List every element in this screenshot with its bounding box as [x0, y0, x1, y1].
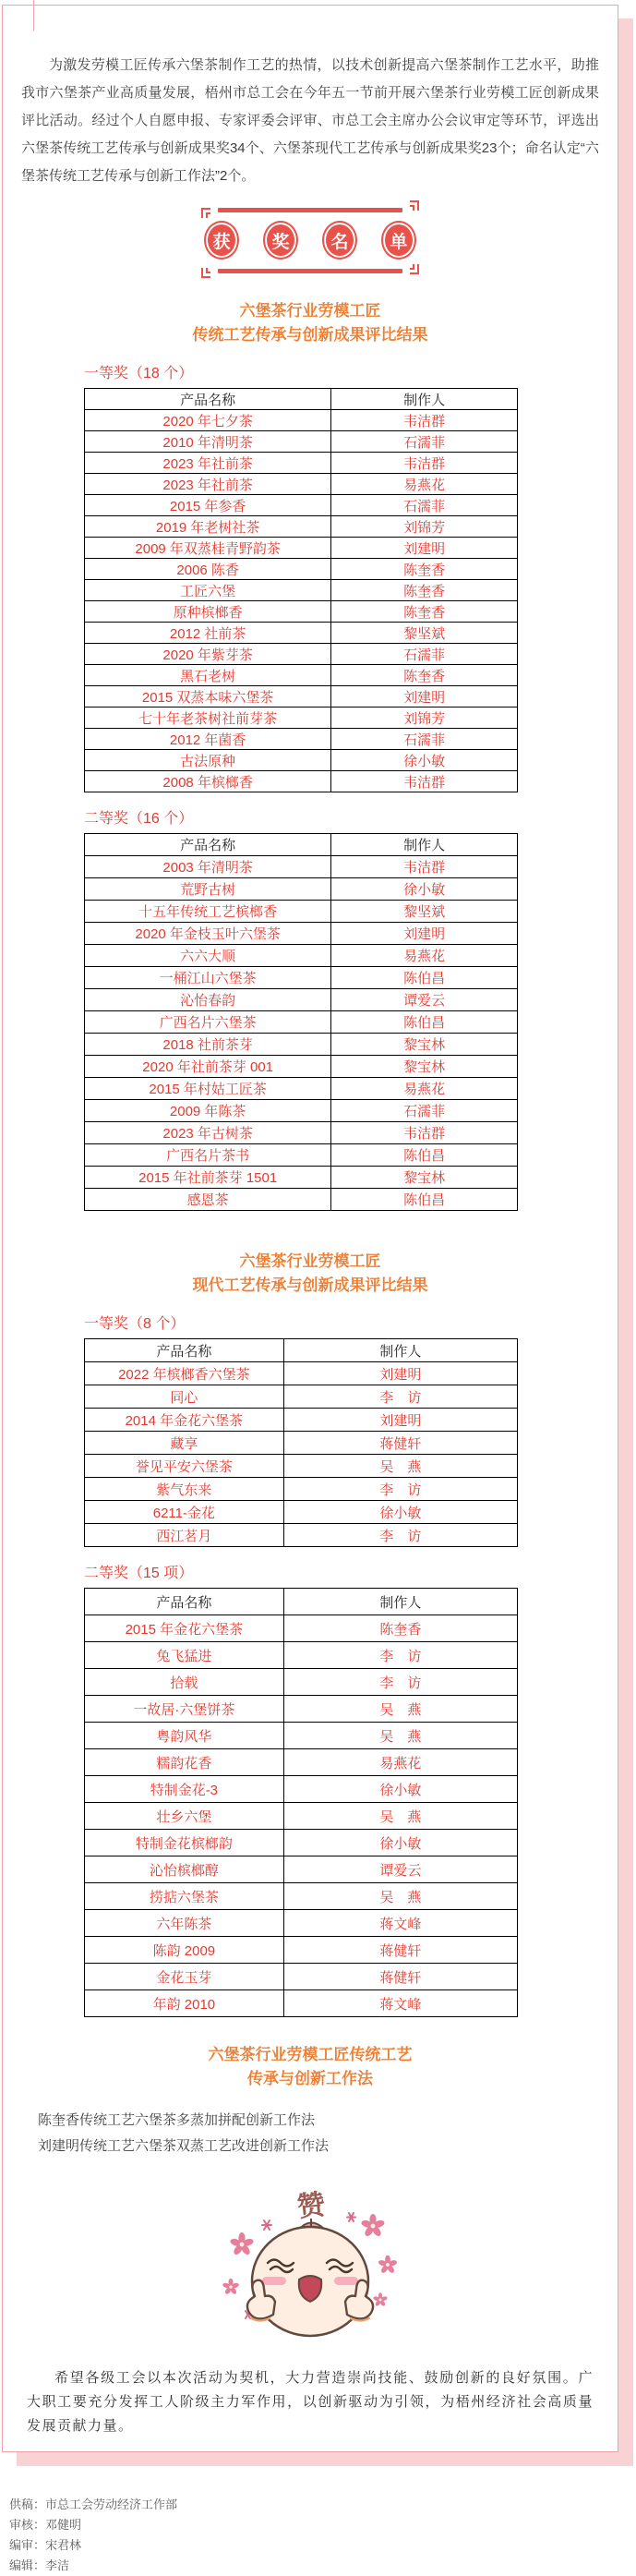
- badge-circle: [263, 221, 298, 260]
- product-name-cell: 2019 年老树社茶: [85, 516, 331, 538]
- table-row: [85, 686, 518, 707]
- section-title-line2: 传统工艺传承与创新成果评比结果: [192, 326, 428, 344]
- product-name-cell: 2020 年金枝玉叶六堡茶: [85, 923, 331, 945]
- corner-bracket-icon: [409, 200, 420, 212]
- maker-name-cell: 刘建明: [331, 686, 518, 707]
- badge-circle: [322, 221, 357, 260]
- corner-bracket-icon: [200, 208, 211, 219]
- badge-circle: [381, 221, 416, 260]
- column-header: 制作人: [283, 1589, 517, 1615]
- product-name-cell: 兔飞猛进: [85, 1642, 284, 1669]
- table-row: [85, 1100, 518, 1122]
- article-footer: [9, 2495, 177, 2576]
- maker-name-cell: 谭爱云: [331, 989, 518, 1011]
- footer-line-contributor: 供稿：市总工会劳动经济工作部: [9, 2497, 178, 2511]
- product-name-cell: 感恩茶: [85, 1189, 331, 1211]
- maker-name-cell: 刘锦芳: [331, 707, 518, 729]
- section-title-line1: 六堡茶行业劳模工匠: [239, 302, 381, 320]
- maker-name-cell: 易燕花: [331, 945, 518, 967]
- table-row: [85, 1501, 518, 1524]
- product-name-cell: 黑石老树: [85, 665, 331, 686]
- corner-bracket-icon: [409, 263, 420, 274]
- product-name-cell: 陈韵 2009: [85, 1937, 284, 1964]
- table-row: [85, 1144, 518, 1167]
- badge-rule-line: [218, 208, 402, 212]
- product-name-cell: 十五年传统工艺槟榔香: [85, 901, 331, 923]
- maker-name-cell: 蒋健轩: [283, 1937, 517, 1964]
- table-header-row: [85, 1339, 518, 1362]
- product-name-cell: 拾载: [85, 1669, 284, 1696]
- section-title-line1: 六堡茶行业劳模工匠: [239, 1252, 381, 1270]
- product-name-cell: 2023 年社前茶: [85, 453, 331, 474]
- product-name-cell: 2008 年槟榔香: [85, 771, 331, 792]
- table-row: [85, 601, 518, 623]
- table-row: [85, 1189, 518, 1211]
- product-name-cell: 2015 年社前茶芽 1501: [85, 1167, 331, 1189]
- table-row: [85, 1696, 518, 1723]
- table-row: [85, 559, 518, 580]
- footer-line-editor: 编辑：李洁: [9, 2558, 70, 2572]
- badge-char: 单: [385, 224, 413, 256]
- badge-top-rule: [21, 203, 599, 216]
- table-row: [85, 989, 518, 1011]
- table-row: [85, 923, 518, 945]
- column-header: 产品名称: [85, 834, 331, 856]
- section-title-line2: 现代工艺传承与创新成果评比结果: [192, 1276, 428, 1294]
- product-name-cell: 特制金花槟榔韵: [85, 1830, 284, 1856]
- product-name-cell: 2020 年社前茶芽 001: [85, 1056, 331, 1078]
- worklaw-title: [21, 2043, 599, 2091]
- table-row: [85, 1830, 518, 1856]
- table-row: [85, 1455, 518, 1478]
- maker-name-cell: 吴 燕: [283, 1696, 517, 1723]
- maker-name-cell: 石濡菲: [331, 644, 518, 665]
- product-name-cell: 2015 年村姑工匠茶: [85, 1078, 331, 1100]
- worklaw-item: 陈奎香传统工艺六堡茶多蒸加拼配创新工作法: [38, 2112, 316, 2128]
- table-row: [85, 644, 518, 665]
- maker-name-cell: 蒋文峰: [283, 1910, 517, 1937]
- maker-name-cell: 谭爱云: [283, 1856, 517, 1883]
- table-row: [85, 1011, 518, 1034]
- table-row: [85, 1803, 518, 1830]
- award-group-label: 一等奖（18 个）: [84, 366, 194, 381]
- maker-name-cell: 李 访: [283, 1669, 517, 1696]
- award-list-badge: [21, 203, 599, 277]
- maker-name-cell: 黎宝林: [331, 1056, 518, 1078]
- product-name-cell: 一故居·六堡饼茶: [85, 1696, 284, 1723]
- article-panel: [2, 5, 618, 2452]
- product-name-cell: 西江茗月: [85, 1524, 284, 1547]
- badge-char: 名: [326, 224, 354, 256]
- praise-sticker-image: [209, 2187, 412, 2352]
- product-name-cell: 沁怡槟榔醇: [85, 1856, 284, 1883]
- product-name-cell: 捞掂六堡茶: [85, 1883, 284, 1910]
- table-row: [85, 771, 518, 792]
- maker-name-cell: 李 访: [283, 1385, 517, 1409]
- maker-name-cell: 李 访: [283, 1478, 517, 1501]
- badge-char: 获: [208, 224, 235, 256]
- table-row: [85, 707, 518, 729]
- table-header-row: [85, 834, 518, 856]
- column-header: 产品名称: [85, 1589, 284, 1615]
- table-row: [85, 516, 518, 538]
- table-row: [85, 856, 518, 878]
- product-name-cell: 藏享: [85, 1432, 284, 1455]
- maker-name-cell: 刘建明: [331, 923, 518, 945]
- maker-name-cell: 易燕花: [331, 1078, 518, 1100]
- maker-name-cell: 蒋健轩: [283, 1432, 517, 1455]
- table-row: [85, 1615, 518, 1642]
- table-row: [85, 1964, 518, 1990]
- product-name-cell: 壮乡六堡: [85, 1803, 284, 1830]
- maker-name-cell: 徐小敏: [283, 1830, 517, 1856]
- section-title: [21, 299, 599, 347]
- product-name-cell: 2010 年清明茶: [85, 431, 331, 453]
- product-name-cell: 六六大顺: [85, 945, 331, 967]
- table-row: [85, 1034, 518, 1056]
- table-row: [85, 474, 518, 495]
- column-header: 制作人: [283, 1339, 517, 1362]
- section-title: [21, 1250, 599, 1298]
- maker-name-cell: 吴 燕: [283, 1455, 517, 1478]
- table-row: [85, 1642, 518, 1669]
- product-name-cell: 荒野古树: [85, 878, 331, 901]
- product-name-cell: 2023 年社前茶: [85, 474, 331, 495]
- column-header: 制作人: [331, 389, 518, 410]
- table-row: [85, 1409, 518, 1432]
- table-row: [85, 750, 518, 771]
- award-section: [21, 1250, 599, 2017]
- worklaw-item: 刘建明传统工艺六堡茶双蒸工艺改进创新工作法: [38, 2138, 330, 2154]
- maker-name-cell: 易燕花: [283, 1749, 517, 1776]
- product-name-cell: 特制金花-3: [85, 1776, 284, 1803]
- product-name-cell: 原种槟榔香: [85, 601, 331, 623]
- maker-name-cell: 陈奎香: [283, 1615, 517, 1642]
- award-group-label: 一等奖（8 个）: [84, 1316, 186, 1332]
- maker-name-cell: 刘建明: [331, 538, 518, 559]
- maker-name-cell: 黎宝林: [331, 1167, 518, 1189]
- product-name-cell: 2020 年七夕茶: [85, 410, 331, 431]
- maker-name-cell: 韦洁群: [331, 453, 518, 474]
- product-name-cell: 2012 年菌香: [85, 729, 331, 750]
- table-row: [85, 1385, 518, 1409]
- product-name-cell: 同心: [85, 1385, 284, 1409]
- product-name-cell: 2012 社前茶: [85, 623, 331, 644]
- table-row: [85, 1478, 518, 1501]
- maker-name-cell: 石濡菲: [331, 1100, 518, 1122]
- column-header: 产品名称: [85, 1339, 284, 1362]
- product-name-cell: 2015 双蒸本味六堡茶: [85, 686, 331, 707]
- maker-name-cell: 韦洁群: [331, 410, 518, 431]
- table-row: [85, 1167, 518, 1189]
- praise-label: 赞: [295, 2189, 327, 2223]
- closing-paragraph: 希望各级工会以本次活动为契机，大力营造崇尚技能、鼓励创新的良好氛围。广大职工要充分发挥工人阶级主力军作用，以创新驱动为引领，为梧州经济社会高质量发展贡献力量。: [27, 2371, 594, 2434]
- table-row: [85, 1776, 518, 1803]
- maker-name-cell: 陈奎香: [331, 559, 518, 580]
- product-name-cell: 誉见平安六堡茶: [85, 1455, 284, 1478]
- maker-name-cell: 徐小敏: [283, 1776, 517, 1803]
- product-name-cell: 2023 年古树茶: [85, 1122, 331, 1144]
- awards-table: [84, 833, 518, 1211]
- badge-circle: [204, 221, 239, 260]
- maker-name-cell: 蒋健轩: [283, 1964, 517, 1990]
- table-row: [85, 1524, 518, 1547]
- badge-char: 奖: [267, 224, 294, 256]
- maker-name-cell: 陈奎香: [331, 665, 518, 686]
- table-row: [85, 878, 518, 901]
- maker-name-cell: 黎宝林: [331, 1034, 518, 1056]
- table-row: [85, 945, 518, 967]
- maker-name-cell: 刘建明: [283, 1409, 517, 1432]
- table-row: [85, 1432, 518, 1455]
- table-header-row: [85, 1589, 518, 1615]
- maker-name-cell: 吴 燕: [283, 1803, 517, 1830]
- maker-name-cell: 吴 燕: [283, 1723, 517, 1749]
- product-name-cell: 2022 年槟榔香六堡茶: [85, 1362, 284, 1385]
- product-name-cell: 工匠六堡: [85, 580, 331, 601]
- product-name-cell: 2009 年双蒸桂青野韵茶: [85, 538, 331, 559]
- product-name-cell: 七十年老茶树社前芽茶: [85, 707, 331, 729]
- maker-name-cell: 石濡菲: [331, 431, 518, 453]
- column-header: 产品名称: [85, 389, 331, 410]
- product-name-cell: 2015 年参香: [85, 495, 331, 516]
- table-row: [85, 1990, 518, 2017]
- product-name-cell: 2014 年金花六堡茶: [85, 1409, 284, 1432]
- maker-name-cell: 韦洁群: [331, 771, 518, 792]
- maker-name-cell: 黎坚斌: [331, 623, 518, 644]
- product-name-cell: 紫气东来: [85, 1478, 284, 1501]
- worklaw-title-line2: 传承与创新工作法: [247, 2070, 373, 2087]
- table-row: [85, 495, 518, 516]
- maker-name-cell: 黎坚斌: [331, 901, 518, 923]
- footer-line-editor-reviewer: 编审：宋君林: [9, 2538, 82, 2552]
- maker-name-cell: 陈伯昌: [331, 1011, 518, 1034]
- product-name-cell: 古法原种: [85, 750, 331, 771]
- product-name-cell: 广西名片六堡茶: [85, 1011, 331, 1034]
- table-row: [85, 1856, 518, 1883]
- table-row: [85, 1883, 518, 1910]
- maker-name-cell: 徐小敏: [331, 750, 518, 771]
- maker-name-cell: 陈奎香: [331, 601, 518, 623]
- product-name-cell: 一桶江山六堡茶: [85, 967, 331, 989]
- column-header: 制作人: [331, 834, 518, 856]
- product-name-cell: 2003 年清明茶: [85, 856, 331, 878]
- maker-name-cell: 陈伯昌: [331, 967, 518, 989]
- worklaw-items: [21, 2108, 599, 2159]
- maker-name-cell: 陈奎香: [331, 580, 518, 601]
- award-group-label: 二等奖（16 个）: [84, 811, 194, 827]
- award-sections: [21, 299, 599, 2017]
- awards-table: [84, 388, 518, 792]
- maker-name-cell: 石濡菲: [331, 729, 518, 750]
- table-row: [85, 1937, 518, 1964]
- maker-name-cell: 刘建明: [283, 1362, 517, 1385]
- maker-name-cell: 李 访: [283, 1642, 517, 1669]
- maker-name-cell: 李 访: [283, 1524, 517, 1547]
- maker-name-cell: 吴 燕: [283, 1883, 517, 1910]
- table-row: [85, 967, 518, 989]
- worklaw-title-line1: 六堡茶行业劳模工匠传统工艺: [208, 2046, 413, 2063]
- product-name-cell: 金花玉芽: [85, 1964, 284, 1990]
- table-row: [85, 1669, 518, 1696]
- maker-name-cell: 易燕花: [331, 474, 518, 495]
- table-row: [85, 1362, 518, 1385]
- maker-name-cell: 徐小敏: [331, 878, 518, 901]
- product-name-cell: 粤韵风华: [85, 1723, 284, 1749]
- table-row: [85, 410, 518, 431]
- table-row: [85, 665, 518, 686]
- table-row: [85, 538, 518, 559]
- maker-name-cell: 刘锦芳: [331, 516, 518, 538]
- product-name-cell: 沁怡春韵: [85, 989, 331, 1011]
- table-row: [85, 729, 518, 750]
- awards-table: [84, 1338, 518, 1547]
- table-row: [85, 1122, 518, 1144]
- corner-bracket-icon: [200, 267, 211, 278]
- product-name-cell: 2015 年金花六堡茶: [85, 1615, 284, 1642]
- product-name-cell: 2009 年陈茶: [85, 1100, 331, 1122]
- intro-paragraph: 为激发劳模工匠传承六堡茶制作工艺的热情，以技术创新提高六堡茶制作工艺水平，助推我市六堡茶产业高质量发展，梧州市总工会在今年五一节前开展六堡茶行业劳模工匠创新成果评比活动。经过个人自愿申报、专家评委会评审、市总工会主席办公会议审定等环节，评选出六堡茶传统工艺传承与创新成果奖34个、六堡茶现代工艺传承与创新成果奖23个；命名认定“六堡茶传统工艺传承与创新工作法”2个。: [21, 57, 599, 184]
- table-row: [85, 1749, 518, 1776]
- footer-line-reviewer: 审核：邓健明: [9, 2518, 82, 2532]
- table-row: [85, 431, 518, 453]
- table-row: [85, 453, 518, 474]
- table-row: [85, 1078, 518, 1100]
- maker-name-cell: 韦洁群: [331, 1122, 518, 1144]
- product-name-cell: 糯韵花香: [85, 1749, 284, 1776]
- table-row: [85, 901, 518, 923]
- maker-name-cell: 石濡菲: [331, 495, 518, 516]
- award-group-label: 二等奖（15 项）: [84, 1566, 194, 1581]
- praise-sticker: [21, 2187, 599, 2353]
- badge-characters: [21, 221, 599, 260]
- table-row: [85, 1723, 518, 1749]
- badge-bottom-rule: [21, 264, 599, 277]
- table-row: [85, 623, 518, 644]
- maker-name-cell: 韦洁群: [331, 856, 518, 878]
- awards-table: [84, 1588, 518, 2017]
- table-row: [85, 580, 518, 601]
- maker-name-cell: 陈伯昌: [331, 1144, 518, 1167]
- table-header-row: [85, 389, 518, 410]
- award-section: [21, 299, 599, 1211]
- maker-name-cell: 蒋文峰: [283, 1990, 517, 2017]
- table-row: [85, 1056, 518, 1078]
- product-name-cell: 2020 年紫芽茶: [85, 644, 331, 665]
- product-name-cell: 六年陈茶: [85, 1910, 284, 1937]
- badge-rule-line: [218, 269, 402, 273]
- top-tick-decoration: [33, 0, 34, 30]
- product-name-cell: 年韵 2010: [85, 1990, 284, 2017]
- product-name-cell: 2018 社前茶芽: [85, 1034, 331, 1056]
- product-name-cell: 2006 陈香: [85, 559, 331, 580]
- product-name-cell: 广西名片茶书: [85, 1144, 331, 1167]
- table-row: [85, 1910, 518, 1937]
- maker-name-cell: 陈伯昌: [331, 1189, 518, 1211]
- maker-name-cell: 徐小敏: [283, 1501, 517, 1524]
- product-name-cell: 6211-金花: [85, 1501, 284, 1524]
